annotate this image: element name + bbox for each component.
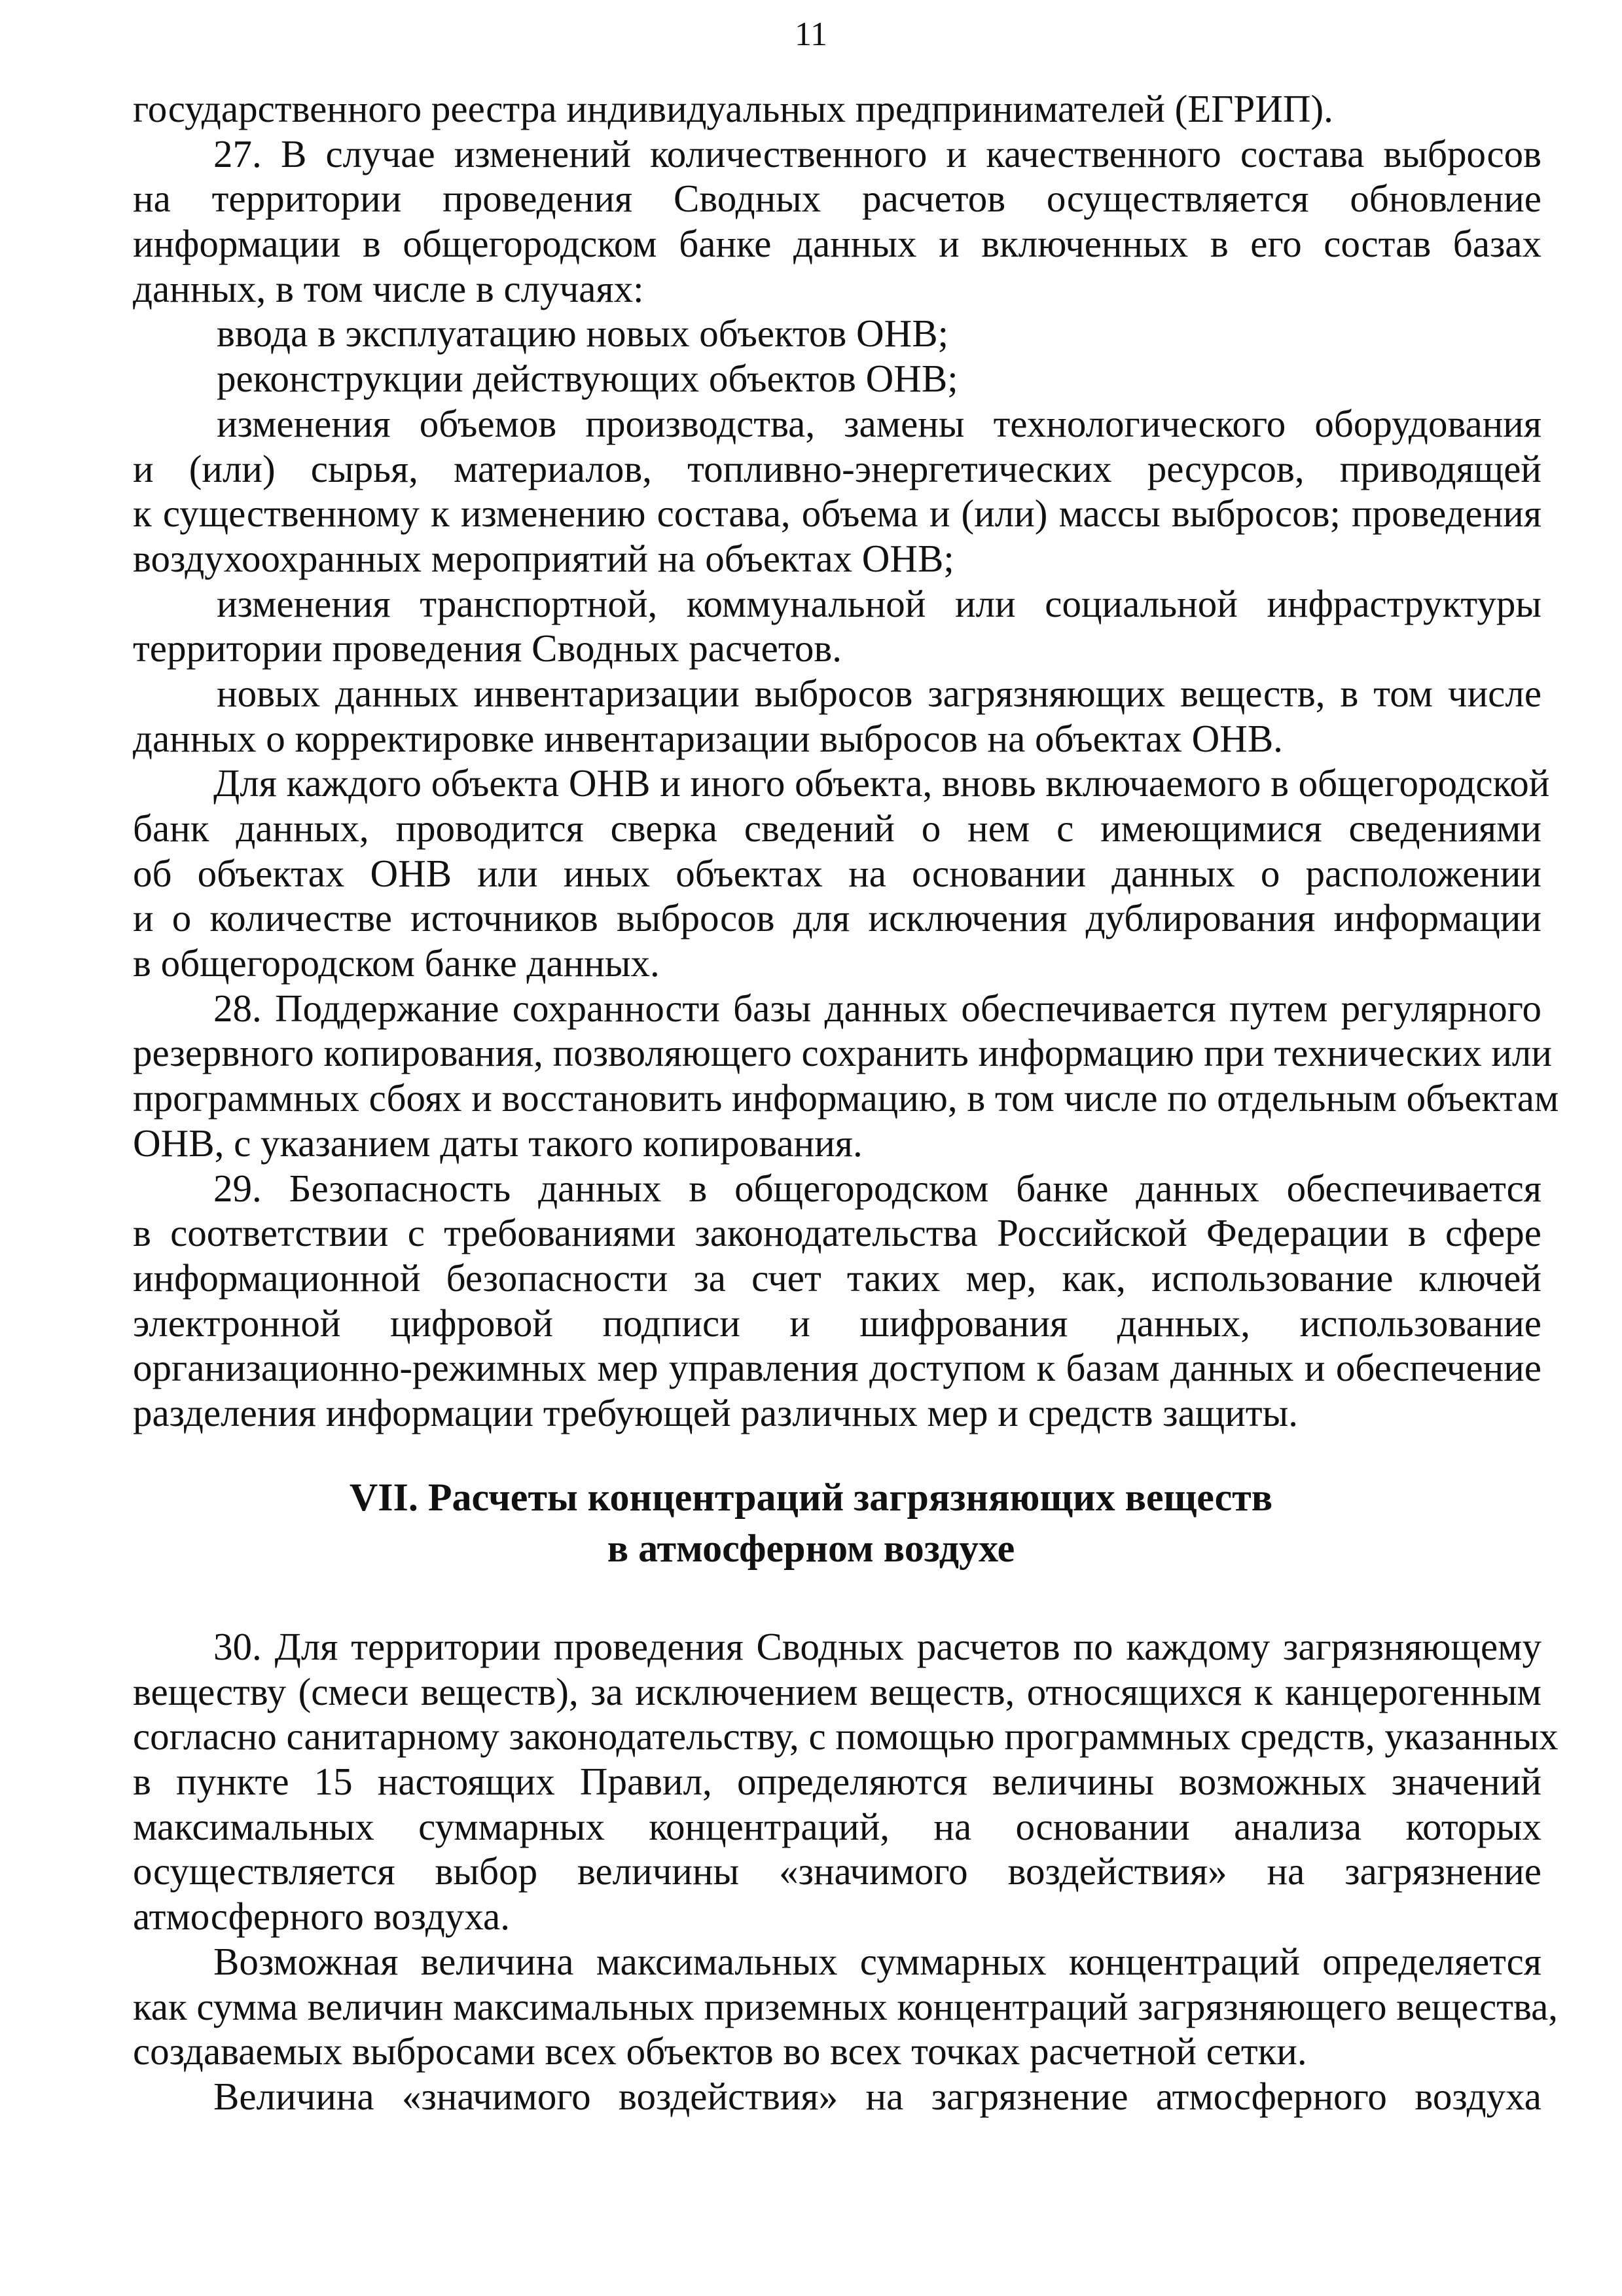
text-line: ввода в эксплуатацию новых объектов ОНВ;	[217, 312, 948, 355]
text-line: воздухоохранных мероприятий на объектах ОНВ;	[133, 536, 954, 580]
text-line: данных, в том числе в случаях:	[133, 266, 644, 310]
text-line: государственного реестра индивидуальных предпринимателей (ЕГРИП).	[133, 87, 1333, 130]
text-line: и (или) сырья, материалов, топливно-энергетических ресурсов, приводящей	[133, 446, 1541, 490]
text-line: 27. В случае изменений количественного и качественного состава выбросов	[213, 132, 1541, 175]
text-line: в пункте 15 настоящих Правил, определяются величины возможных значений	[133, 1760, 1541, 1804]
text-line: разделения информации требующей различных мер и средств защиты.	[133, 1391, 1298, 1434]
text-line: изменения объемов производства, замены технологического оборудования	[217, 401, 1541, 445]
text-line: новых данных инвентаризации выбросов загрязняющих веществ, в том числе	[217, 671, 1541, 715]
text-line: в соответствии с требованиями законодательства Российской Федерации в сфере	[133, 1211, 1541, 1255]
text-line: согласно санитарному законодательству, с помощью программных средств, указанных	[133, 1715, 1559, 1758]
text-line: Величина «значимого воздействия» на загрязнение атмосферного воздуха	[213, 2074, 1541, 2118]
text-line: 29. Безопасность данных в общегородском банке данных обеспечивается	[213, 1166, 1541, 1210]
text-line: Возможная величина максимальных суммарных концентраций определяется	[213, 1939, 1541, 1983]
text-line: банк данных, проводится сверка сведений о нем с имеющимися сведениями	[133, 807, 1541, 850]
text-line: данных о корректировке инвентаризации выбросов на объектах ОНВ.	[133, 716, 1283, 760]
document-body-bottom	[133, 1624, 1559, 2119]
text-line: в общегородском банке данных.	[133, 941, 660, 985]
text-line: об объектах ОНВ или иных объектах на основании данных о расположении	[133, 851, 1541, 895]
text-line: 30. Для территории проведения Сводных расчетов по каждому загрязняющему	[213, 1625, 1541, 1668]
text-line: электронной цифровой подписи и шифрования данных, использование	[133, 1301, 1541, 1345]
page-number: 11	[794, 16, 828, 53]
section-heading	[0, 1472, 1622, 1574]
section-heading-line: в атмосферном воздухе	[607, 1527, 1015, 1570]
text-line: создаваемых выбросами всех объектов во всех точках расчетной сетки.	[133, 2030, 1307, 2073]
text-line: к существенному к изменению состава, объема и (или) массы выбросов; проведения	[133, 492, 1541, 536]
section-heading-line: VII. Расчеты концентраций загрязняющих веществ	[349, 1476, 1273, 1519]
text-line: реконструкции действующих объектов ОНВ;	[217, 357, 958, 401]
text-line: максимальных суммарных концентраций, на основании анализа которых	[133, 1804, 1541, 1848]
text-line: и о количестве источников выбросов для исключения дублирования информации	[133, 896, 1541, 940]
text-line: резервного копирования, позволяющего сохранить информацию при технических или	[133, 1031, 1552, 1075]
text-line: веществу (смеси веществ), за исключением веществ, относящихся к канцерогенным	[133, 1669, 1541, 1713]
text-line: ОНВ, с указанием даты такого копирования.	[133, 1121, 863, 1165]
text-line: изменения транспортной, коммунальной или социальной инфраструктуры	[217, 581, 1541, 625]
document-body-top	[133, 86, 1559, 1436]
text-line: территории проведения Сводных расчетов.	[133, 627, 842, 670]
text-line: организационно-режимных мер управления доступом к базам данных и обеспечение	[133, 1346, 1541, 1390]
text-line: информационной безопасности за счет таких мер, как, использование ключей	[133, 1256, 1541, 1300]
text-line: Для каждого объекта ОНВ и иного объекта, вновь включаемого в общегородской	[213, 761, 1550, 805]
text-line: 28. Поддержание сохранности базы данных обеспечивается путем регулярного	[213, 986, 1541, 1030]
text-line: атмосферного воздуха.	[133, 1895, 510, 1939]
text-line: как сумма величин максимальных приземных концентраций загрязняющего вещества,	[133, 1984, 1559, 2028]
text-line: осуществляется выбор величины «значимого воздействия» на загрязнение	[133, 1850, 1541, 1893]
text-line: информации в общегородском банке данных и включенных в его состав базах	[133, 222, 1541, 266]
text-line: на территории проведения Сводных расчетов осуществляется обновление	[133, 177, 1541, 221]
text-line: программных сбоях и восстановить информацию, в том числе по отдельным объектам	[133, 1076, 1559, 1120]
